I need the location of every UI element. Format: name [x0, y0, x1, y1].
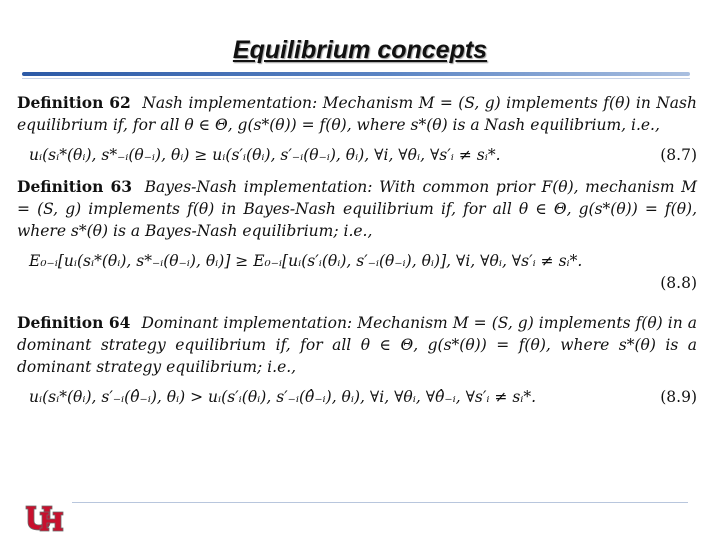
title-underline-rule: [22, 72, 690, 76]
equation-8-8-row: [17, 250, 697, 292]
title-underline-rule-thin: [22, 78, 690, 79]
footer-divider: [72, 502, 688, 503]
equation-8-7: uᵢ(sᵢ*(θᵢ), s*₋ᵢ(θ₋ᵢ), θᵢ) ≥ uᵢ(s′ᵢ(θᵢ), s′₋ᵢ(θ₋ᵢ), θᵢ), ∀i, ∀θᵢ, ∀s′ᵢ ≠ sᵢ*.: [29, 146, 501, 164]
definition-64-label: Definition 64: [17, 313, 131, 332]
spacer: [17, 298, 697, 312]
definition-62: [17, 92, 697, 136]
slide-title: Equilibrium concepts: [232, 36, 488, 64]
university-interlocking-uh-logo-icon: [24, 504, 66, 534]
definition-62-label: Definition 62: [17, 93, 131, 112]
definition-64: [17, 312, 697, 378]
definition-64-text: Dominant implementation: Mechanism M = (S, g) implements f(θ) in a dominant strategy equilibrium if, for all θ ∈ Θ, g(s*(θ)) = f(θ), where s*(θ) is a dominant strategy equilibrium; i.e.,: [17, 314, 697, 376]
equation-8-9-row: [17, 386, 697, 412]
definition-62-text: Nash implementation: Mechanism M = (S, g) implements f(θ) in Nash equilibrium if, for all θ ∈ Θ, g(s*(θ)) = f(θ), where s*(θ) is a Nash equilibrium, i.e.,: [17, 94, 697, 134]
equation-8-7-row: [17, 144, 697, 170]
equation-8-9: uᵢ(sᵢ*(θᵢ), s′₋ᵢ(θ̂₋ᵢ), θᵢ) > uᵢ(s′ᵢ(θᵢ), s′₋ᵢ(θ̂₋ᵢ), θᵢ), ∀i, ∀θᵢ, ∀θ̂₋ᵢ, ∀s′ᵢ ≠ sᵢ*.: [29, 388, 537, 406]
definitions-content: [17, 92, 697, 418]
equation-number-8-8: (8.8): [660, 274, 697, 292]
equation-number-8-7: (8.7): [660, 146, 697, 164]
equation-8-8: E₀₋ᵢ[uᵢ(sᵢ*(θᵢ), s*₋ᵢ(θ₋ᵢ), θᵢ)] ≥ E₀₋ᵢ[uᵢ(s′ᵢ(θᵢ), s′₋ᵢ(θ₋ᵢ), θᵢ)], ∀i, ∀θᵢ, ∀s′ᵢ ≠ sᵢ*.: [29, 252, 583, 270]
equation-number-8-9: (8.9): [660, 388, 697, 406]
definition-63-text: Bayes-Nash implementation: With common prior F(θ), mechanism M = (S, g) implements f(θ) in Bayes-Nash equilibrium if, for all θ ∈ Θ, g(s*(θ)) = f(θ), where s*(θ) is a Bayes-Nash equilibrium; i.e.,: [17, 178, 697, 240]
definition-63-label: Definition 63: [17, 177, 133, 196]
definition-63: [17, 176, 697, 242]
